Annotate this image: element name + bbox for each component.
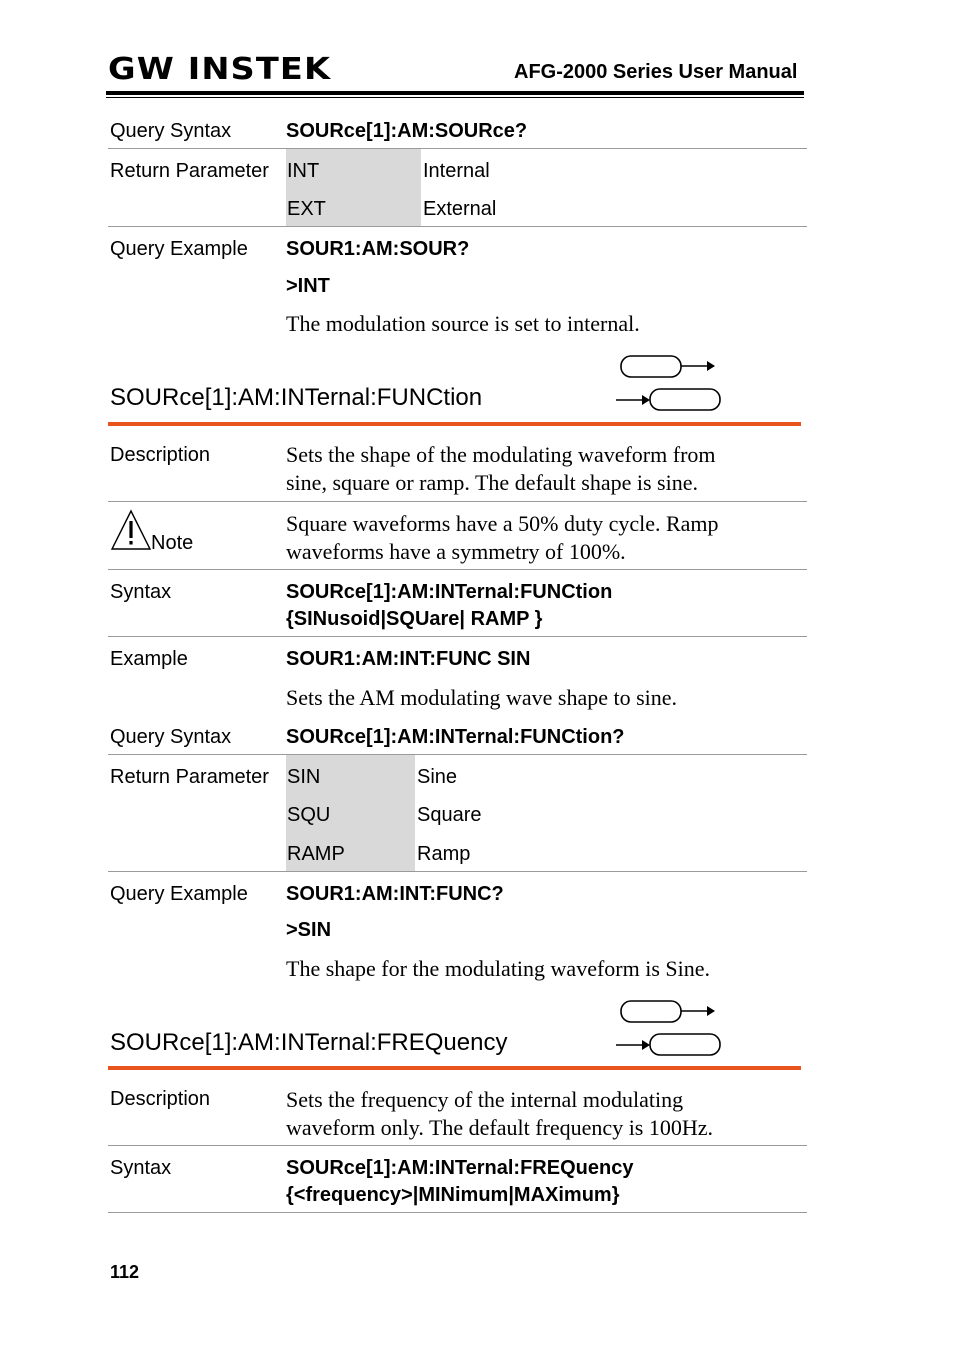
divider	[108, 636, 807, 637]
description-line: sine, square or ramp. The default shape is sine.	[286, 470, 698, 495]
query-explanation: The shape for the modulating waveform is Sine.	[286, 956, 711, 981]
example-label: Example	[110, 648, 188, 670]
return-meaning: Internal	[423, 160, 490, 182]
query-syntax-label: Query Syntax	[110, 120, 232, 142]
return-code: EXT	[287, 198, 326, 220]
set-command-icon	[614, 999, 720, 1025]
description-label: Description	[110, 444, 211, 466]
divider	[108, 226, 807, 227]
section-rule	[108, 1066, 801, 1070]
syntax-command: SOURce[1]:AM:INTernal:FUNCtion	[286, 581, 613, 603]
return-parameter-label: Return Parameter	[110, 160, 269, 182]
query-response: >INT	[286, 275, 330, 297]
divider	[108, 1212, 807, 1213]
query-example-label: Query Example	[110, 883, 248, 905]
syntax-label: Syntax	[110, 1157, 172, 1179]
syntax-label: Syntax	[110, 581, 172, 603]
note-line: Square waveforms have a 50% duty cycle. Ramp	[286, 511, 719, 536]
syntax-parameters: {SINusoid|SQUare| RAMP }	[286, 608, 543, 630]
divider	[108, 754, 807, 755]
divider	[108, 569, 807, 570]
description-line: Sets the frequency of the internal modulating	[286, 1087, 684, 1112]
query-syntax-command: SOURce[1]:AM:SOURce?	[286, 120, 528, 142]
note-label: Note	[151, 532, 194, 554]
section-title-function: SOURce[1]:AM:INTernal:FUNCtion	[110, 384, 483, 411]
return-code: RAMP	[287, 843, 345, 865]
query-syntax-label: Query Syntax	[110, 726, 232, 748]
description-line: waveform only. The default frequency is 100Hz.	[286, 1115, 714, 1140]
query-explanation: The modulation source is set to internal.	[286, 311, 640, 336]
manual-title: AFG-2000 Series User Manual	[514, 61, 798, 83]
return-meaning: External	[423, 198, 497, 220]
page-number: 112	[110, 1262, 140, 1282]
divider	[108, 501, 807, 502]
divider	[108, 148, 807, 149]
section-title-frequency: SOURce[1]:AM:INTernal:FREQuency	[110, 1029, 508, 1056]
example-command: SOUR1:AM:INT:FUNC SIN	[286, 648, 531, 670]
warning-icon	[110, 509, 152, 556]
return-code: SIN	[287, 766, 321, 788]
query-command-icon	[614, 387, 724, 413]
divider	[108, 871, 807, 872]
query-syntax-command: SOURce[1]:AM:INTernal:FUNCtion?	[286, 726, 625, 748]
query-example-command: SOUR1:AM:INT:FUNC?	[286, 883, 504, 905]
query-response: >SIN	[286, 919, 332, 941]
brand-logo: GW INSTEK	[108, 52, 332, 87]
note-line: waveforms have a symmetry of 100%.	[286, 539, 626, 564]
query-command-icon	[614, 1032, 724, 1058]
header-rule	[106, 91, 804, 95]
description-label: Description	[110, 1088, 211, 1110]
return-meaning: Square	[417, 804, 482, 826]
query-example-command: SOUR1:AM:SOUR?	[286, 238, 470, 260]
query-example-label: Query Example	[110, 238, 248, 260]
return-code: INT	[287, 160, 320, 182]
set-command-icon	[614, 354, 720, 380]
return-parameter-label: Return Parameter	[110, 766, 269, 788]
example-explanation: Sets the AM modulating wave shape to sine.	[286, 685, 678, 710]
syntax-command: SOURce[1]:AM:INTernal:FREQuency	[286, 1157, 634, 1179]
return-meaning: Sine	[417, 766, 458, 788]
return-code: SQU	[287, 804, 331, 826]
divider	[108, 1145, 807, 1146]
syntax-parameters: {<frequency>|MINimum|MAXimum}	[286, 1184, 620, 1206]
header-rule-thin	[106, 97, 804, 98]
section-rule	[108, 422, 801, 426]
return-meaning: Ramp	[417, 843, 471, 865]
description-line: Sets the shape of the modulating waveform from	[286, 442, 716, 467]
